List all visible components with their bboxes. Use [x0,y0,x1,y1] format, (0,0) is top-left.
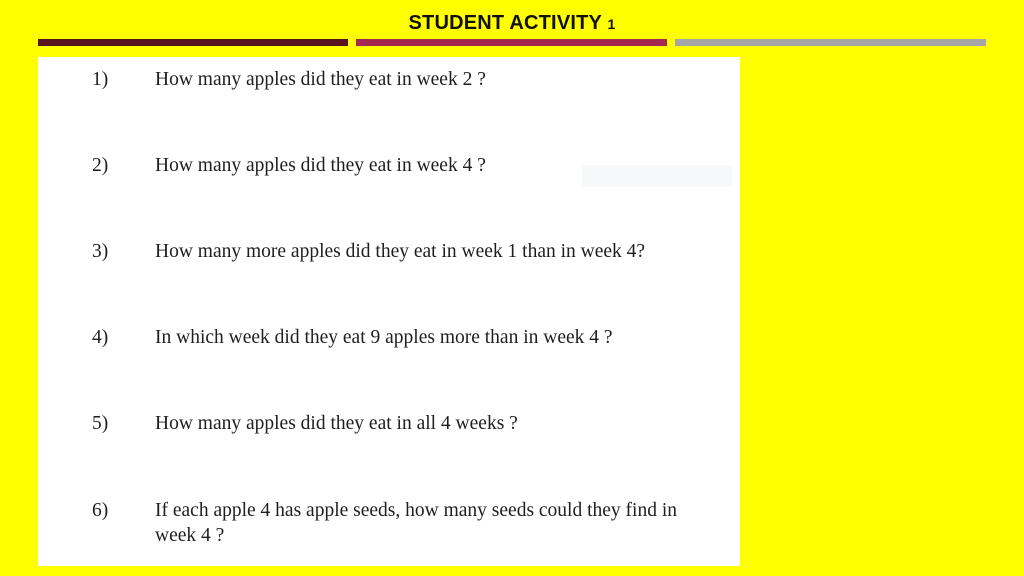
question-text: How many more apples did they eat in week 1 than in week 4? [155,241,646,262]
title-text: STUDENT ACTIVITY [408,12,602,34]
question-number: 5) [92,413,109,434]
question-text: How many apples did they eat in all 4 weeks ? [155,413,518,434]
decorative-bar-gray [675,39,986,46]
question-number: 2) [92,155,109,176]
question-text: How many apples did they eat in week 2 ? [155,69,486,90]
question-number: 1) [92,69,109,90]
decorative-bar-dark [38,39,348,46]
page-title [0,12,1024,35]
title-number: 1 [607,16,616,32]
decorative-bar-magenta [356,39,667,46]
question-text: In which week did they eat 9 apples more than in week 4 ? [155,327,613,348]
worksheet-panel [38,57,740,566]
question-number: 4) [92,327,109,348]
question-text: How many apples did they eat in week 4 ? [155,155,486,176]
question-number: 3) [92,241,109,262]
question-text: If each apple 4 has apple seeds, how many seeds could they find in week 4 ? [155,500,678,546]
question-number: 6) [92,500,109,521]
